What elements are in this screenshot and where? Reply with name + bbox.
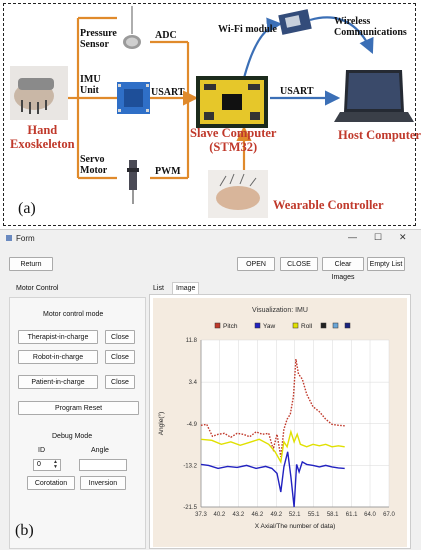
close-window-icon[interactable]: ✕ xyxy=(399,232,407,242)
angle-label: Angle xyxy=(91,447,109,454)
x-tick-label: 52.1 xyxy=(288,512,301,518)
block-diagram xyxy=(0,0,421,226)
tab-image[interactable]: Image xyxy=(172,282,199,294)
chart-title: Visualization: IMU xyxy=(252,307,308,314)
x-tick-label: 40.2 xyxy=(213,512,226,518)
wearable-controller-label: Wearable Controller xyxy=(273,198,384,212)
corotation-button[interactable]: Corotation xyxy=(27,476,75,490)
x-tick-label: 43.2 xyxy=(232,512,245,518)
x-tick-label: 58.1 xyxy=(326,512,339,518)
host-computer-image xyxy=(334,70,414,122)
id-spinbox[interactable]: 0 xyxy=(33,459,61,471)
angle-input[interactable] xyxy=(79,459,127,471)
legend-label: Pitch xyxy=(223,323,238,330)
hand-exoskeleton-image xyxy=(10,66,68,120)
imu-chart xyxy=(153,298,407,547)
servo-motor-label: Servo Motor xyxy=(80,154,108,176)
y-tick-label: -4.9 xyxy=(186,421,197,428)
legend-label: Roll xyxy=(301,323,313,330)
empty-list-button[interactable]: Empty List xyxy=(367,257,405,271)
spin-arrows-icon[interactable]: ▲ ▼ xyxy=(53,459,58,470)
x-tick-label: 49.2 xyxy=(270,512,283,518)
x-axis-label: X Axial/The number of data) xyxy=(254,523,336,530)
patient-in-charge-button[interactable]: Patient-in-charge xyxy=(18,375,98,389)
legend-swatch xyxy=(345,323,350,328)
wireless-communications-label: Wireless Communications xyxy=(334,16,407,38)
legend-swatch xyxy=(215,323,220,328)
x-tick-label: 55.1 xyxy=(307,512,320,518)
tab-motor-control[interactable]: Motor Control xyxy=(16,285,59,292)
y-tick-label: 3.4 xyxy=(188,380,197,387)
form-window xyxy=(0,229,421,550)
imu-unit-label: IMU Unit xyxy=(80,74,101,96)
slave-computer-label: Slave Computer (STM32) xyxy=(190,126,277,154)
therapist-in-charge-button[interactable]: Therapist-in-charge xyxy=(18,330,98,344)
legend-label: Yaw xyxy=(263,323,276,330)
robot-close-button[interactable]: Close xyxy=(105,350,135,364)
legend-swatch xyxy=(255,323,260,328)
hand-exoskeleton-label: Hand Exoskeleton xyxy=(10,123,75,151)
stm32-board-image xyxy=(196,76,268,128)
form-app-icon xyxy=(6,235,12,241)
program-reset-button[interactable]: Program Reset xyxy=(18,401,139,415)
open-button[interactable]: OPEN xyxy=(237,257,275,271)
id-label: ID xyxy=(38,447,45,454)
wifi-module-image xyxy=(278,9,312,35)
panel-a-label: (a) xyxy=(18,200,36,217)
y-tick-label: -13.2 xyxy=(183,463,197,470)
therapist-close-button[interactable]: Close xyxy=(105,330,135,344)
debug-mode-title: Debug Mode xyxy=(52,433,93,440)
usart-right-label: USART xyxy=(280,86,314,97)
x-tick-label: 61.1 xyxy=(345,512,358,518)
wearable-controller-image xyxy=(208,170,268,218)
y-axis-label: Angle(°) xyxy=(158,411,165,436)
motor-mode-title: Motor control mode xyxy=(43,311,104,318)
host-computer-label: Host Computer xyxy=(338,128,421,142)
window-title: Form xyxy=(16,234,35,243)
servo-motor-image xyxy=(127,160,139,204)
maximize-icon[interactable]: ☐ xyxy=(374,232,383,242)
legend-swatch xyxy=(293,323,298,328)
x-tick-label: 37.3 xyxy=(195,512,207,518)
y-tick-label: 11.8 xyxy=(185,338,197,344)
x-tick-label: 46.2 xyxy=(251,512,264,518)
return-button[interactable]: Return xyxy=(9,257,53,271)
usart-left-label: USART xyxy=(151,87,185,98)
x-tick-label: 67.0 xyxy=(383,512,395,518)
robot-in-charge-button[interactable]: Robot-in-charge xyxy=(18,350,98,364)
wifi-module-label: Wi-Fi module xyxy=(218,24,277,35)
legend-swatch xyxy=(321,323,326,328)
close-button[interactable]: CLOSE xyxy=(280,257,318,271)
patient-close-button[interactable]: Close xyxy=(105,375,135,389)
tab-list[interactable]: List xyxy=(153,285,164,292)
y-tick-label: -21.5 xyxy=(183,505,197,511)
inversion-button[interactable]: Inversion xyxy=(80,476,126,490)
minimize-icon[interactable]: — xyxy=(348,232,357,242)
x-tick-label: 64.0 xyxy=(364,512,376,518)
panel-b-label: (b) xyxy=(15,522,34,539)
pressure-sensor-image xyxy=(123,6,141,49)
adc-label: ADC xyxy=(155,30,177,41)
pressure-sensor-label: Pressure Sensor xyxy=(80,28,117,50)
pwm-label: PWM xyxy=(155,166,181,177)
imu-unit-image xyxy=(117,82,150,114)
clear-images-button[interactable]: Clear Images xyxy=(322,257,364,271)
legend-swatch xyxy=(333,323,338,328)
